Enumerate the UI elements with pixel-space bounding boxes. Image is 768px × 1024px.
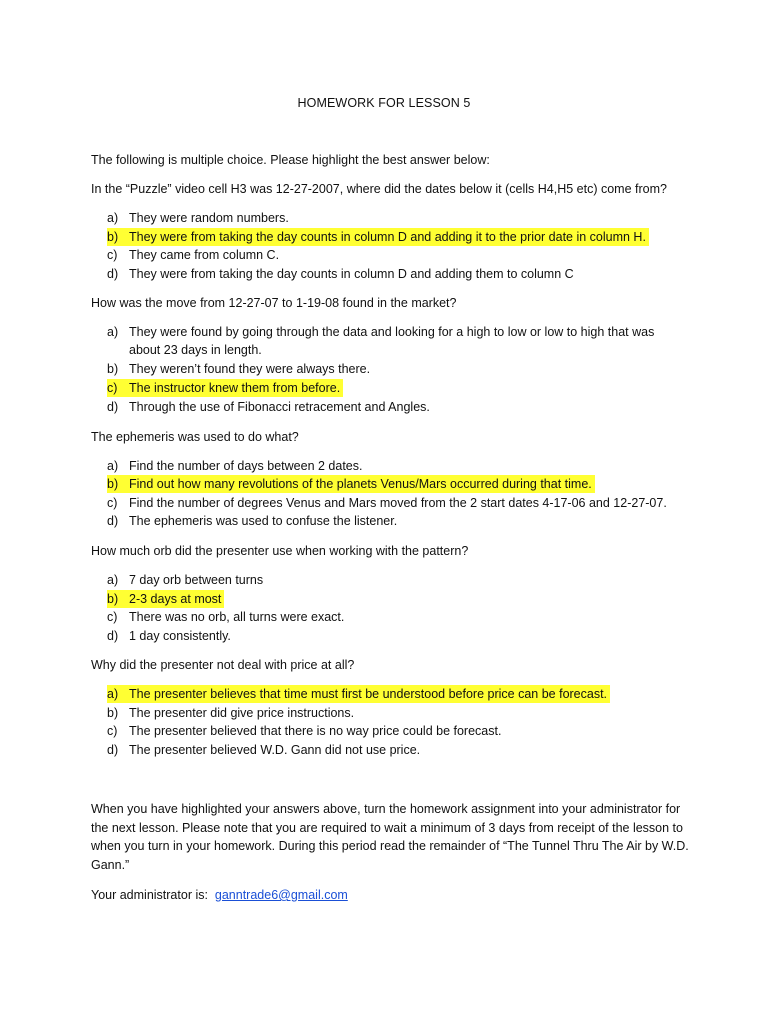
q1-option-b-highlighted: b) They were from taking the day counts in column D and adding it to the prior date in column H. <box>107 228 649 246</box>
q5-option-b: b) The presenter did give price instructions. <box>107 706 355 720</box>
administrator-line <box>91 886 348 904</box>
q2-option-c-highlighted: c) The instructor knew them from before. <box>107 379 343 397</box>
q4-option-d: d) 1 day consistently. <box>107 629 231 643</box>
q1-option-d: d) They were from taking the day counts in column D and adding them to column C <box>107 267 574 281</box>
question-4: How much orb did the presenter use when working with the pattern? <box>91 544 469 558</box>
q1-option-a: a) They were random numbers. <box>107 211 289 225</box>
q3-option-d: d) The ephemeris was used to confuse the listener. <box>107 514 398 528</box>
closing-paragraph: When you have highlighted your answers above, turn the homework assignment into your administrator for the next lesson. Please note that you are required to wait a minimum of 3 days from receipt of the lesson to when you turn in your homework. During this period read the remainder of “The Tunnel Thru The Air by W.D. Gann.” <box>91 802 689 872</box>
q2-option-a: a) They were found by going through the data and looking for a high to low or low to high that was about 23 days in length. <box>107 325 655 357</box>
q3-option-b-highlighted: b) Find out how many revolutions of the planets Venus/Mars occurred during that time. <box>107 475 595 493</box>
question-2: How was the move from 12-27-07 to 1-19-08 found in the market? <box>91 296 457 310</box>
q5-option-a-highlighted: a) The presenter believes that time must first be understood before price can be forecast. <box>107 685 610 703</box>
administrator-email-link[interactable]: ganntrade6@gmail.com <box>214 888 348 902</box>
q1-option-c: c) They came from column C. <box>107 248 280 262</box>
q2-option-b: b) They weren’t found they were always there. <box>107 362 371 376</box>
q3-option-a: a) Find the number of days between 2 dates. <box>107 459 363 473</box>
administrator-label: Your administrator is: <box>91 888 208 902</box>
question-1: In the “Puzzle” video cell H3 was 12-27-2007, where did the dates below it (cells H4,H5 etc) come from? <box>91 182 667 196</box>
q4-option-c: c) There was no orb, all turns were exact. <box>107 610 345 624</box>
q5-option-d: d) The presenter believed W.D. Gann did not use price. <box>107 743 421 757</box>
page-title: HOMEWORK FOR LESSON 5 <box>297 96 471 110</box>
intro-text: The following is multiple choice. Please highlight the best answer below: <box>91 153 490 167</box>
q4-option-a: a) 7 day orb between turns <box>107 573 264 587</box>
q2-option-d: d) Through the use of Fibonacci retracement and Angles. <box>107 400 430 414</box>
question-3: The ephemeris was used to do what? <box>91 430 299 444</box>
q4-option-b-highlighted: b) 2-3 days at most <box>107 590 224 608</box>
question-5: Why did the presenter not deal with price at all? <box>91 658 355 672</box>
q5-option-c: c) The presenter believed that there is no way price could be forecast. <box>107 724 502 738</box>
q3-option-c: c) Find the number of degrees Venus and Mars moved from the 2 start dates 4-17-06 and 12-27-07. <box>107 496 667 510</box>
